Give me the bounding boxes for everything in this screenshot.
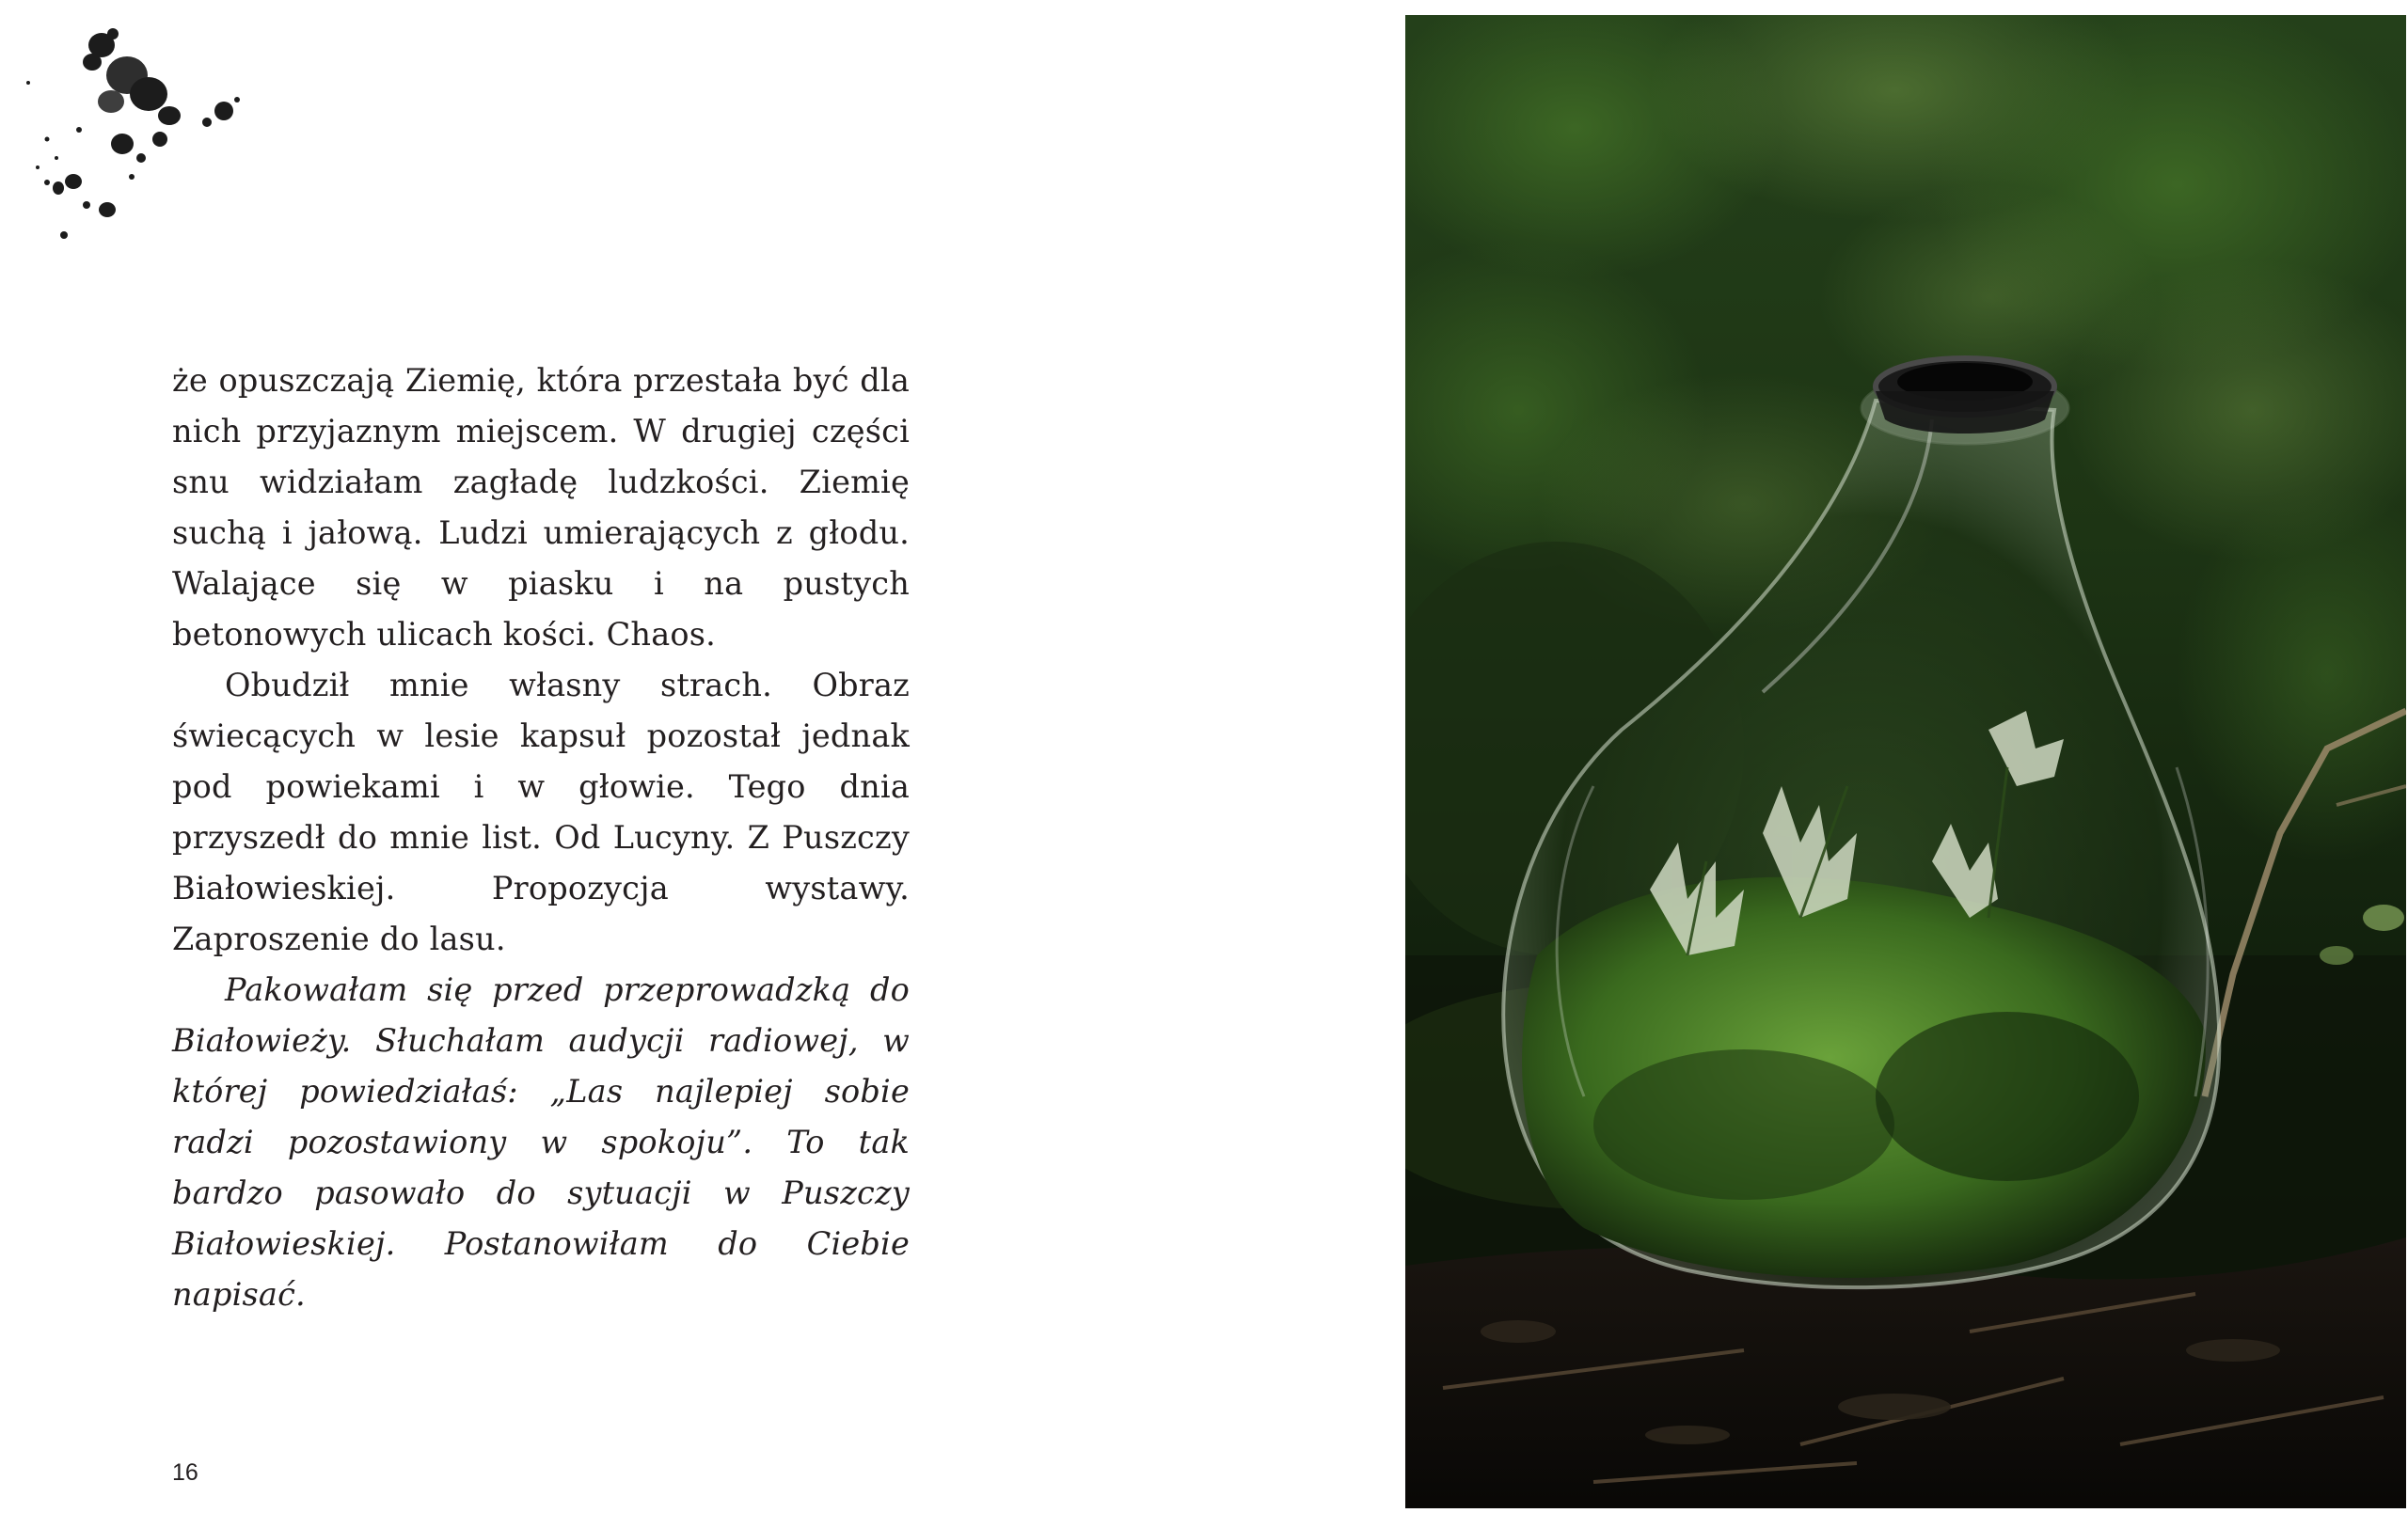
ink-splatter-decoration xyxy=(19,17,245,252)
paragraph-1: że opuszczają Ziemię, która przestała być dla nich przyjaznym miejscem. W drugiej części snu widziałam zagładę ludzkości. Ziemię suchą i jałową. Ludzi umierających z głodu. Walające się w piasku i na pustych betonowych ulicach kości. Chaos. xyxy=(172,362,910,653)
paragraph-2: Obudził mnie własny strach. Obraz świecących w lesie kapsuł pozostał jednak pod powiekami i w głowie. Tego dnia przyszedł do mnie list. Od Lucyny. Z Puszczy Białowieskiej. Propozycja wystawy. Zaproszenie do lasu. xyxy=(172,667,910,957)
terrarium-photo xyxy=(1405,15,2406,1508)
paragraph-3-italic: Pakowałam się przed przeprowadzką do Białowieży. Słuchałam audycji radiowej, w której powiedziałaś: „Las najlepiej sobie radzi pozostawiony w spokoju”. To tak bardzo pasowało do sytuacji w Puszczy Białowieskiej. Postanowiłam do Ciebie napisać. xyxy=(172,971,910,1313)
page-number: 16 xyxy=(172,1459,198,1486)
body-text xyxy=(172,355,910,1320)
